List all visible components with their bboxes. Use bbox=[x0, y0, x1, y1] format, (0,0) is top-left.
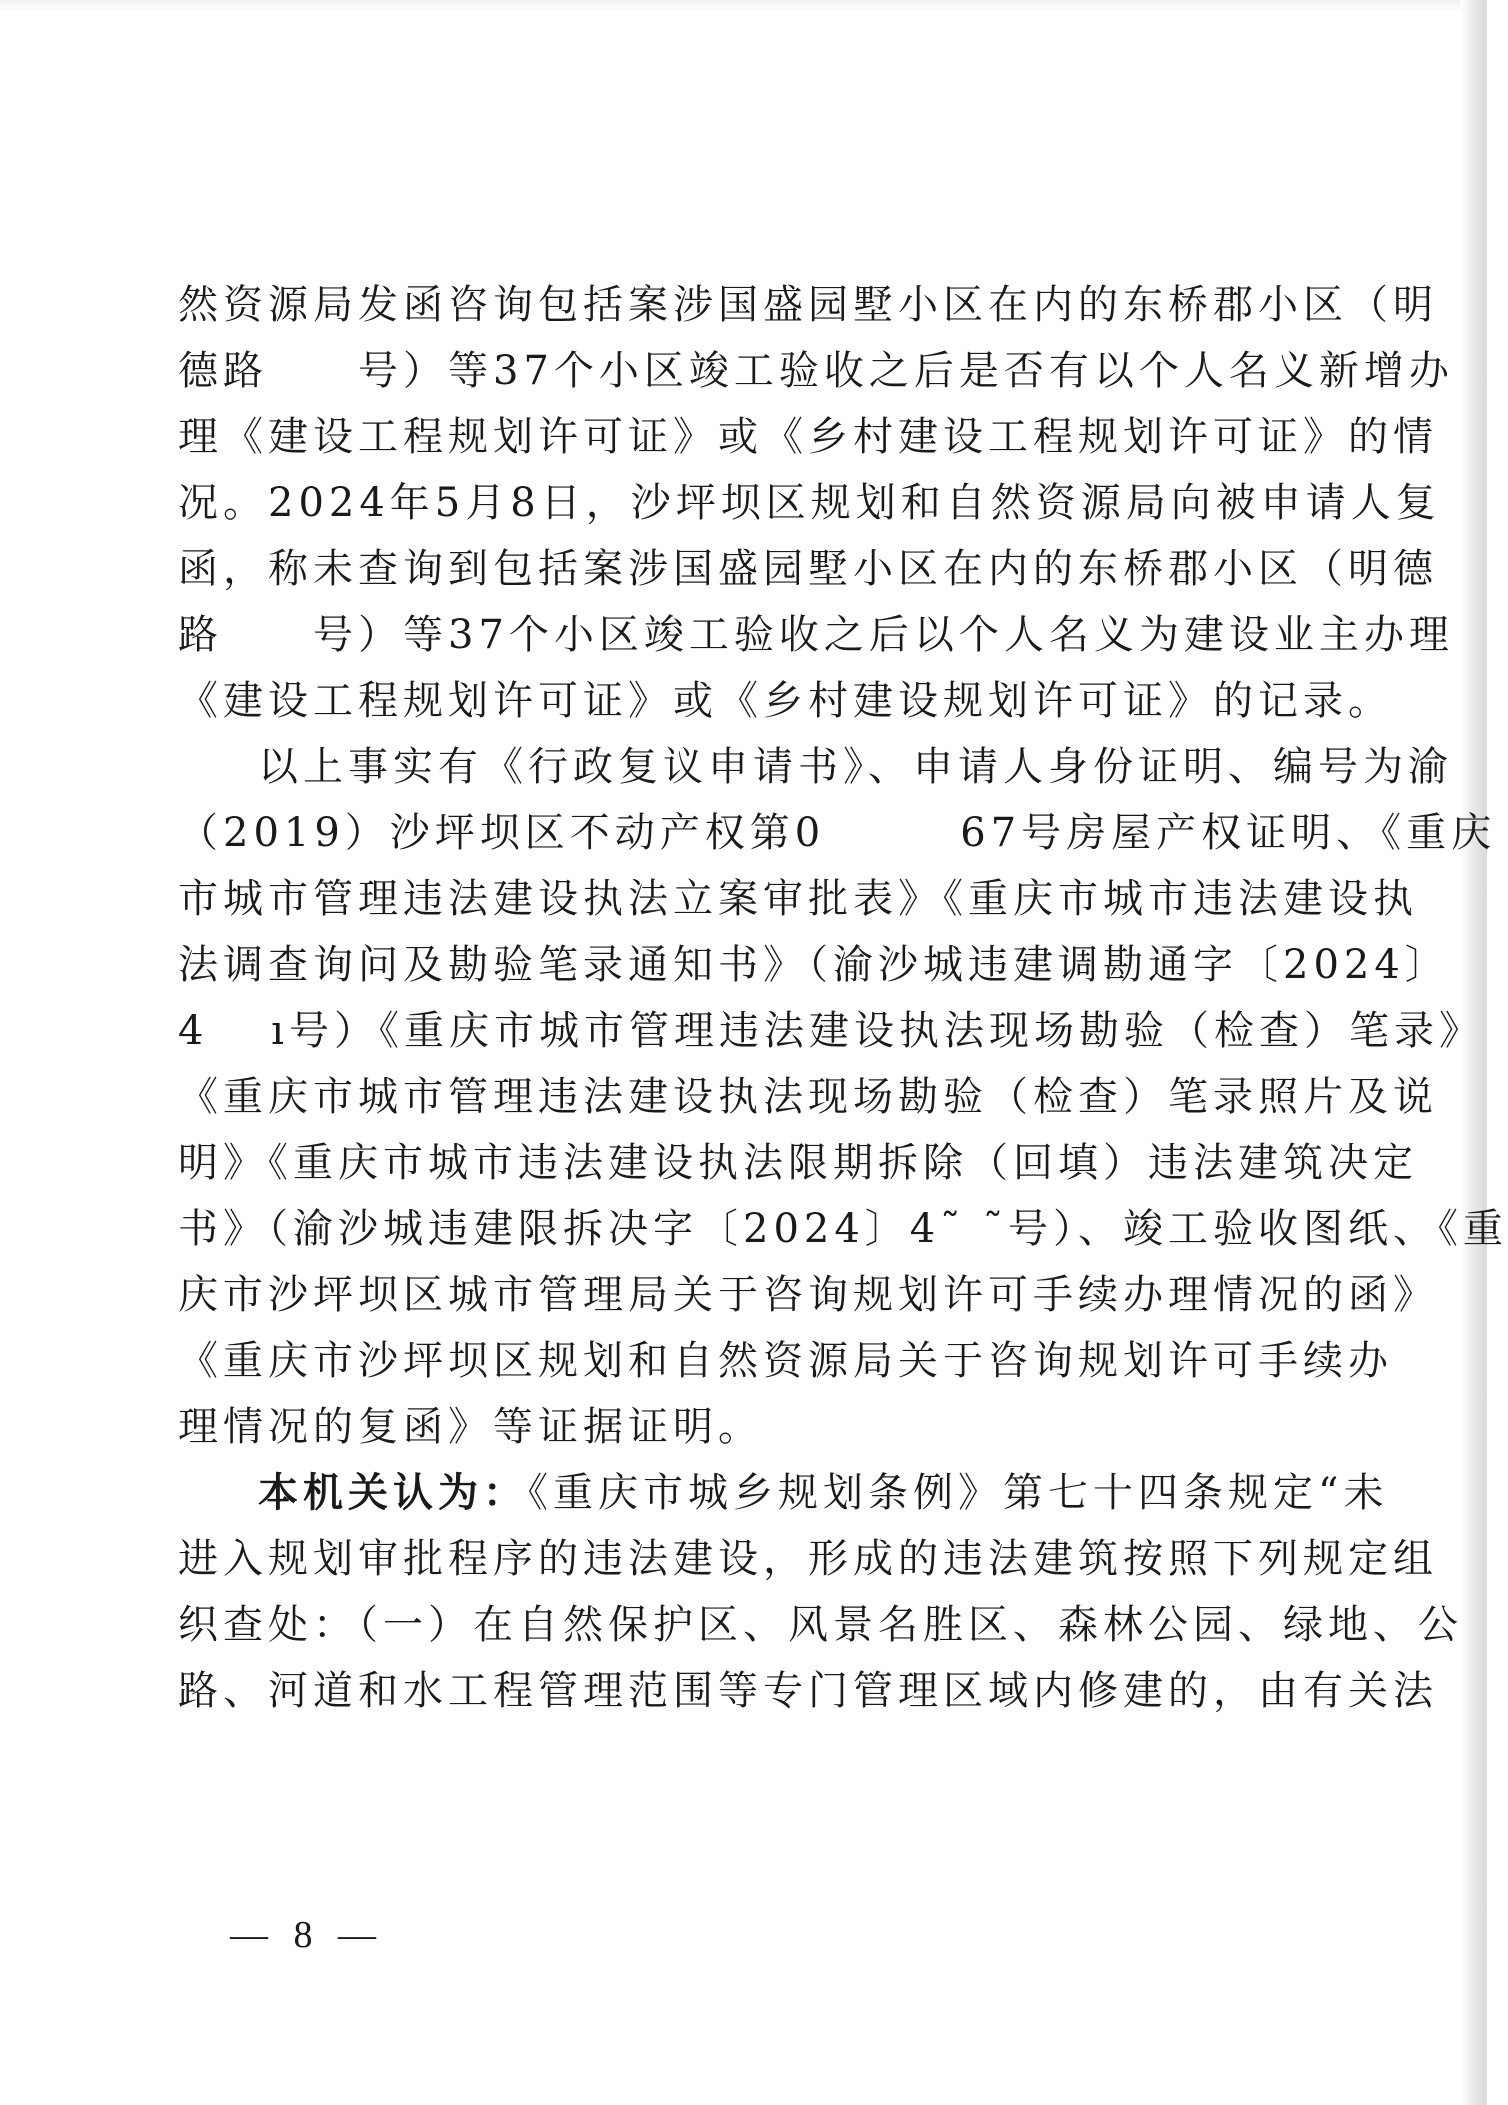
body-line-5: 函，称未查询到包括案涉国盛园墅小区在内的东桥郡小区（明德 bbox=[178, 546, 1438, 592]
body-line-16: 庆市沙坪坝区城市管理局关于咨询规划许可手续办理情况的函》 bbox=[178, 1272, 1438, 1318]
body-line-22: 路、河道和水工程管理范围等专门管理区域内修建的，由有关法 bbox=[178, 1668, 1438, 1714]
body-line-11: 法调查询问及勘验笔录通知书》（渝沙城违建调勘通字〔2024〕 bbox=[178, 942, 1450, 988]
body-line-10: 市城市管理违法建设执法立案审批表》《重庆市城市违法建设执 bbox=[178, 876, 1418, 922]
page-number: — 8 — bbox=[230, 1914, 384, 1956]
document-body bbox=[178, 272, 1508, 1724]
body-line-12: 4 ı号）《重庆市城市管理违法建设执法现场勘验（检查）笔录》 bbox=[178, 1008, 1484, 1054]
body-line-4: 况。2024年5月8日，沙坪坝区规划和自然资源局向被申请人复 bbox=[178, 480, 1441, 526]
opinion-lead: 本机关认为： bbox=[258, 1469, 528, 1516]
scan-top-edge bbox=[0, 0, 1487, 12]
body-line-3: 理《建设工程规划许可证》或《乡村建设工程规划许可证》的情 bbox=[178, 414, 1438, 460]
body-line-14: 明》《重庆市城市违法建设执法限期拆除（回填）违法建筑决定 bbox=[178, 1140, 1418, 1186]
body-line-20: 进入规划审批程序的违法建设，形成的违法建筑按照下列规定组 bbox=[178, 1536, 1438, 1582]
body-line-18: 理情况的复函》等证据证明。 bbox=[178, 1404, 763, 1450]
opinion-paragraph-start: 本机关认为：《重庆市城乡规划条例》第七十四条规定“未 bbox=[258, 1469, 1389, 1516]
body-line-1: 然资源局发函咨询包括案涉国盛园墅小区在内的东桥郡小区（明 bbox=[178, 282, 1438, 328]
body-line-21: 织查处：（一）在自然保护区、风景名胜区、森林公园、绿地、公 bbox=[178, 1602, 1463, 1648]
body-line-7: 《建设工程规划许可证》或《乡村建设规划许可证》的记录。 bbox=[178, 678, 1393, 724]
body-line-9: （2019）沙坪坝区不动产权第0 67号房屋产权证明、《重庆 bbox=[178, 810, 1497, 856]
body-line-2: 德路 号）等37个小区竣工验收之后是否有以个人名义新增办 bbox=[178, 348, 1454, 394]
evidence-paragraph-start: 以上事实有《行政复议申请书》、申请人身份证明、编号为渝 bbox=[258, 744, 1453, 790]
body-line-17: 《重庆市沙坪坝区规划和自然资源局关于咨询规划许可手续办 bbox=[178, 1338, 1393, 1384]
body-line-6: 路 号）等37个小区竣工验收之后以个人名义为建设业主办理 bbox=[178, 612, 1454, 658]
body-line-15: 书》（渝沙城违建限拆决字〔2024〕4˜ ˜号）、竣工验收图纸、《重 bbox=[178, 1206, 1508, 1252]
body-line-13: 《重庆市城市管理违法建设执法现场勘验（检查）笔录照片及说 bbox=[178, 1074, 1438, 1120]
